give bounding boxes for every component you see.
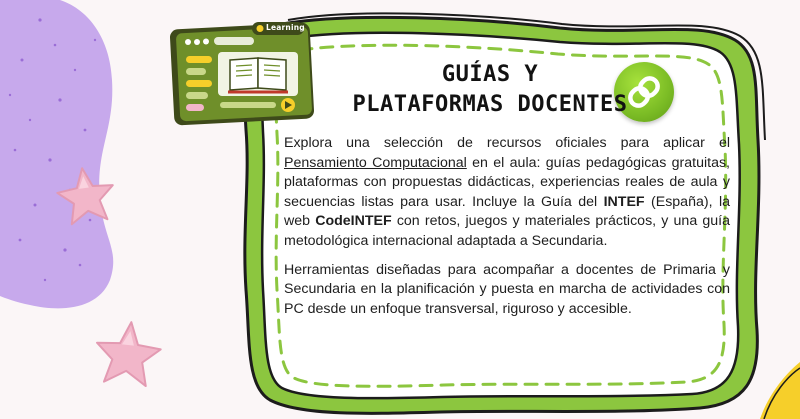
- purple-blob: [0, 0, 113, 308]
- star-icon: [93, 319, 163, 387]
- intro-text-b: en el aula: guías pedagógicas gratuitas, plataformas con propuestas didácticas, experiencias reales de aula y secuencias listas para usar. Incluye la Guía del: [284, 154, 730, 210]
- heading-line-1: GUÍAS Y: [441, 62, 539, 87]
- learning-label: Learning: [266, 23, 305, 32]
- intro-text-a: Explora una selección de recursos oficiales para aplicar el: [284, 135, 730, 151]
- codeintef-text: CodeINTEF: [315, 213, 392, 230]
- intro-text-c: (España), la web: [284, 193, 730, 230]
- play-icon: [281, 98, 295, 112]
- open-book-icon: [228, 58, 288, 92]
- pensamiento-computacional-link[interactable]: Pensamiento Computacional: [284, 154, 467, 171]
- paragraph-tools: Herramientas diseñadas para acompañar a docentes de Primaria y Secundaria en la planificación y puesta en marcha de actividades con PC desde un enfoque transversal, riguroso y accesible.: [284, 261, 730, 317]
- intro-text-d: con retos, juegos y materiales prácticos, y una guía metodológica internacional adaptada a Secundaria.: [284, 213, 730, 249]
- learning-illustration: [170, 22, 315, 126]
- card-description: [284, 134, 730, 328]
- yellow-accent: [760, 362, 800, 419]
- intef-text: INTEF: [603, 193, 645, 210]
- paragraph-intro: [284, 134, 730, 252]
- section-heading: [340, 60, 640, 120]
- heading-line-2: PLATAFORMAS DOCENTES: [352, 92, 628, 117]
